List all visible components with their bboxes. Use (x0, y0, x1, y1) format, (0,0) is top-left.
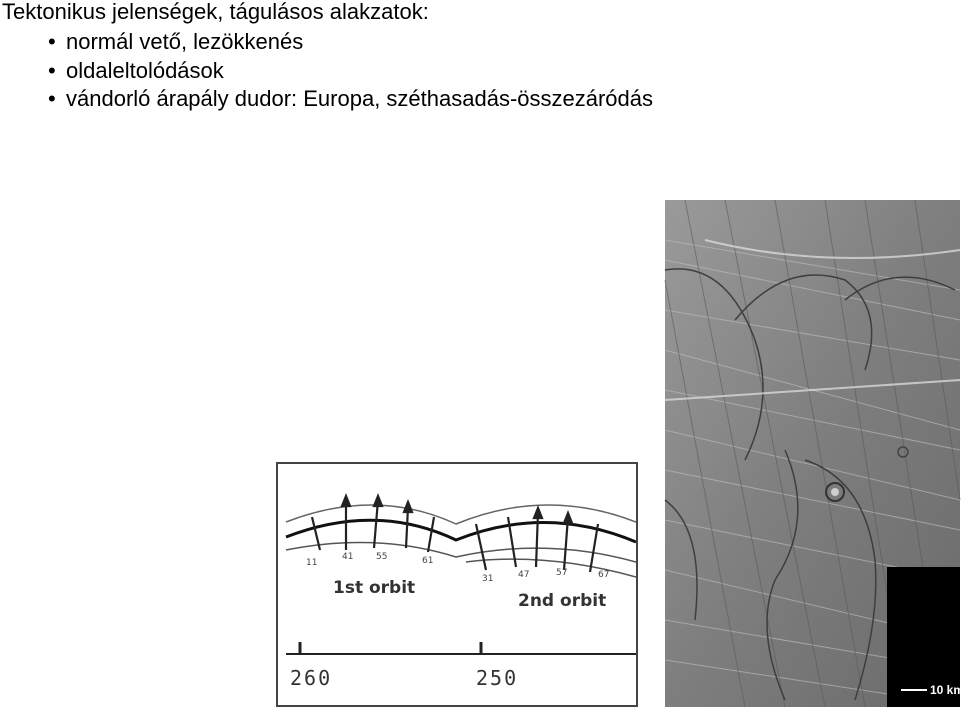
orbit1-number: 41 (342, 552, 354, 562)
bullet-item: • vándorló árapály dudor: Europa, széthasadás-összezáródás (48, 85, 653, 114)
orbit1-label: 1st orbit (333, 578, 416, 598)
orbit2-number: 47 (518, 570, 530, 580)
orbit1-number: 55 (376, 552, 388, 562)
scale-bar-label: 10 km (930, 683, 964, 697)
slide-title: Tektonikus jelenségek, tágulásos alakzatok: (2, 0, 429, 24)
orbit2-number: 31 (482, 574, 494, 584)
arrows-orbit2 (476, 508, 598, 572)
orbit1-number: 61 (422, 556, 434, 566)
bullet-item: • oldaleltolódások (48, 57, 653, 86)
surface-texture (665, 200, 960, 707)
orbit-diagram (276, 462, 638, 707)
orbit2-label: 2nd orbit (518, 591, 607, 611)
bullet-list (48, 28, 653, 114)
orbit2-number: 57 (556, 568, 568, 578)
axis-label-260: 260 (290, 666, 333, 690)
orbit1-number: 11 (306, 558, 318, 568)
europa-surface-image (665, 200, 960, 707)
bullet-item: • normál vető, lezökkenés (48, 28, 653, 57)
orbit2-number: 67 (598, 570, 610, 580)
axis-label-250: 250 (476, 666, 519, 690)
